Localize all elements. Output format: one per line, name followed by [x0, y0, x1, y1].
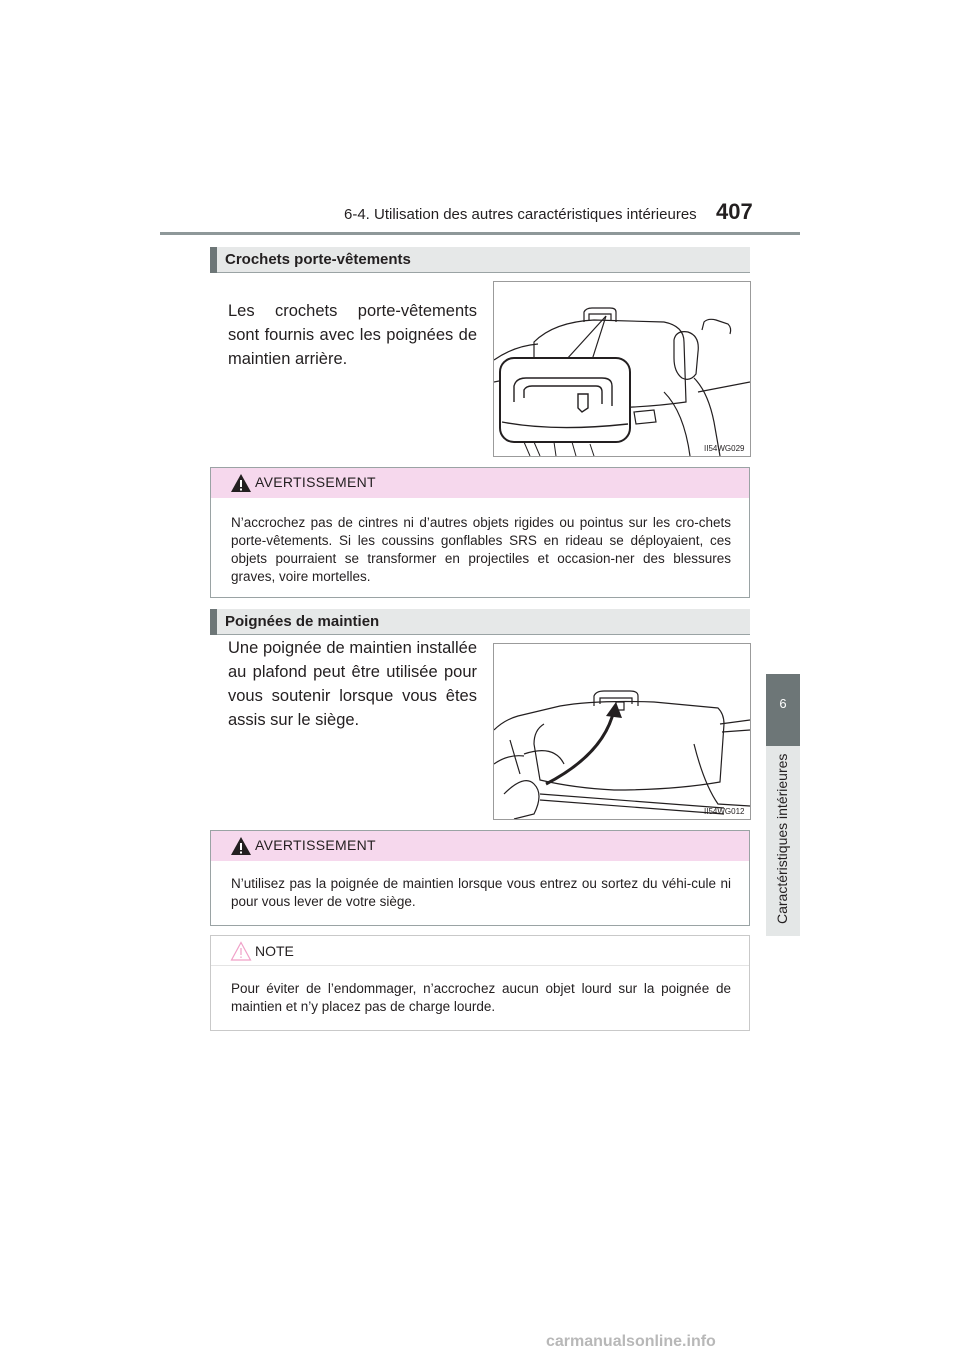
chapter-side-label: Caractéristiques intérieures — [774, 753, 790, 924]
page-number: 407 — [716, 199, 753, 224]
chapter-number: 6 — [779, 696, 787, 711]
figure-code: II54WG012 — [704, 807, 745, 816]
warning-header — [211, 831, 749, 861]
warning-label: AVERTISSEMENT — [255, 474, 376, 490]
coat-hook-illustration — [494, 282, 750, 456]
warning-text: N’accrochez pas de cintres ni d’autres objets rigides ou pointus sur les cro-chets porte-vêtements. Si les coussins gonflables SRS en rideau se déployaient, ces objets pourraient se transformer en projectiles et occasion-ner des blessures graves, voire mortelles. — [231, 515, 731, 584]
figure-coat-hooks — [493, 281, 751, 457]
chapter-title: 6-4. Utilisation des autres caractéristiques intérieures — [344, 206, 697, 223]
warning-label: AVERTISSEMENT — [255, 837, 376, 853]
header-rule — [160, 232, 800, 235]
note-header — [211, 936, 749, 966]
watermark[interactable]: carmanualsonline.info — [546, 1333, 716, 1350]
note-box — [210, 935, 750, 1031]
chapter-tab[interactable] — [766, 674, 800, 746]
section1-body: Les crochets porte-vêtements sont fournis avec les poignées de maintien arrière. — [228, 302, 477, 368]
warning-box-grip — [210, 830, 750, 926]
warning-header — [211, 468, 749, 498]
caution-outline-icon — [230, 941, 252, 961]
section-heading-crochets — [210, 247, 750, 273]
warning-triangle-icon — [230, 836, 252, 856]
figure-assist-grip — [493, 643, 751, 820]
note-label: NOTE — [255, 943, 294, 959]
warning-box-hooks — [210, 467, 750, 598]
section-heading-text: Poignées de maintien — [225, 613, 380, 630]
figure-code: II54WG029 — [704, 444, 745, 453]
section2-body: Une poignée de maintien installée au plafond peut être utilisée pour vous soutenir lorsque vous êtes assis sur le siège. — [228, 639, 477, 729]
heading-bar — [210, 247, 217, 273]
warning-text: N’utilisez pas la poignée de maintien lorsque vous entrez ou sortez du véhi-cule ni pour vous lever de votre siège. — [231, 876, 731, 909]
note-text: Pour éviter de l’endommager, n’accrochez aucun objet lourd sur la poignée de maintien et n’y placez pas de charge lourde. — [231, 981, 731, 1014]
chapter-side-label-wrap — [774, 742, 794, 932]
heading-bar — [210, 609, 217, 635]
section-heading-poignees — [210, 609, 750, 635]
warning-triangle-icon — [230, 473, 252, 493]
assist-grip-illustration — [494, 644, 750, 819]
section-heading-text: Crochets porte-vêtements — [225, 251, 411, 268]
